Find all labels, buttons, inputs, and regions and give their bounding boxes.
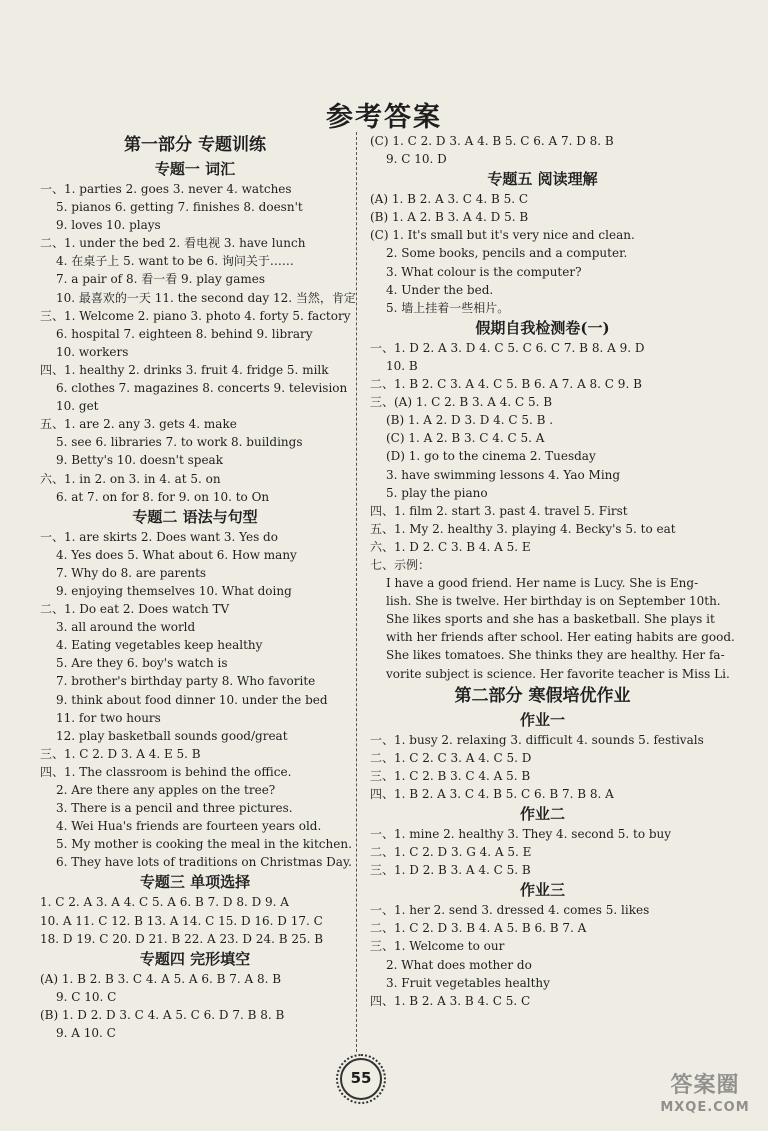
section-heading: 作业三 (519, 881, 565, 900)
answer-line: 一、1. parties 2. goes 3. never 4. watches (40, 182, 292, 196)
answer-line: (C) 1. C 2. D 3. A 4. B 5. C 6. A 7. D 8. B (370, 134, 614, 148)
answer-line: 4. 在桌子上 5. want to be 6. 询问关于…… (56, 254, 294, 269)
answer-line: 5. My mother is cooking the meal in the kitchen. (56, 837, 352, 852)
answer-line: 七、示例： (370, 557, 431, 572)
answer-line: 9. C 10. C (56, 989, 117, 1004)
answer-line: 11. for two hours (56, 710, 161, 725)
answer-line: 4. Wei Hua's friends are fourteen years old. (56, 819, 322, 834)
answer-line: 3. all around the world (56, 620, 196, 635)
answer-line: 5. pianos 6. getting 7. finishes 8. doesn't (56, 200, 303, 215)
answer-line: 三、1. C 2. B 3. C 4. A 5. B (370, 768, 531, 783)
answer-line: 1. C 2. A 3. A 4. C 5. A 6. B 7. D 8. D 9. A (40, 895, 289, 910)
section-heading: 专题二 语法与句型 (132, 507, 258, 526)
answer-line: 12. play basketball sounds good/great (56, 728, 288, 743)
answer-line: 三、1. C 2. D 3. A 4. E 5. B (40, 746, 201, 761)
answer-line: 7. a pair of 8. 看一看 9. play games (56, 272, 266, 287)
answer-line: 四、1. healthy 2. drinks 3. fruit 4. fridge 5. milk (40, 362, 329, 377)
answer-line: 9. A 10. C (56, 1026, 116, 1041)
answer-line: 7. brother's birthday party 8. Who favorite (56, 674, 316, 689)
answer-line: 六、1. in 2. on 3. in 4. at 5. on (40, 471, 221, 486)
part-heading: 第一部分 专题训练 (124, 135, 266, 155)
answer-line: 10. get (56, 399, 99, 414)
answer-line: 四、1. B 2. A 3. C 4. B 5. C 6. B 7. B 8. A (370, 786, 614, 801)
answer-line: 六、1. D 2. C 3. B 4. A 5. E (370, 539, 531, 554)
watermark-line2: MXQE.COM (660, 1100, 750, 1115)
section-heading: 专题四 完形填空 (139, 949, 251, 968)
answer-line: 10. A 11. C 12. B 13. A 14. C 15. D 16. D 17. C (40, 913, 323, 928)
section-heading: 作业一 (519, 710, 565, 729)
answer-line: 二、1. B 2. C 3. A 4. C 5. B 6. A 7. A 8. C 9. B (370, 377, 642, 392)
section-heading: 作业二 (519, 805, 565, 823)
answer-line: (D) 1. go to the cinema 2. Tuesday (386, 449, 596, 464)
answer-line: (B) 1. A 2. D 3. D 4. C 5. B . (386, 413, 554, 428)
answer-line: 9. think about food dinner 10. under the bed (56, 692, 328, 707)
answer-line: 18. D 19. C 20. D 21. B 22. A 23. D 24. B 25. B (40, 931, 324, 946)
answer-line: (B) 1. D 2. D 3. C 4. A 5. C 6. D 7. B 8. B (40, 1007, 285, 1022)
answer-line: 10. workers (56, 344, 129, 359)
answer-line: 一、1. busy 2. relaxing 3. difficult 4. sounds 5. festivals (370, 732, 704, 747)
answer-line: 二、1. under the bed 2. 看电视 3. have lunch (40, 236, 306, 251)
essay-line: vorite subject is science. Her favorite teacher is Miss Li. (386, 666, 730, 681)
answer-line: 10. B (386, 358, 418, 373)
answer-line: 7. Why do 8. are parents (56, 565, 207, 580)
answer-line: 一、1. D 2. A 3. D 4. C 5. C 6. C 7. B 8. A 9. D (370, 340, 645, 355)
answer-line: 6. They have lots of traditions on Christmas Day. (56, 855, 352, 870)
answer-line: 6. clothes 7. magazines 8. concerts 9. television (56, 381, 348, 396)
part-heading: 第二部分 寒假培优作业 (454, 685, 631, 706)
answer-line: 3. have swimming lessons 4. Yao Ming (386, 467, 621, 482)
answer-line: (B) 1. A 2. B 3. A 4. D 5. B (370, 210, 529, 225)
answer-line: 6. at 7. on for 8. for 9. on 10. to On (56, 489, 270, 504)
answer-line: 五、1. are 2. any 3. gets 4. make (40, 417, 237, 432)
answer-line: 9. Betty's 10. doesn't speak (56, 453, 223, 468)
answer-line: 4. Under the bed. (386, 282, 494, 297)
answer-line: 3. There is a pencil and three pictures. (56, 801, 293, 816)
answer-line: 4. Eating vegetables keep healthy (56, 638, 263, 653)
page-number: 55 (340, 1058, 382, 1100)
page-title: 参考答案 (326, 102, 442, 133)
left-column (40, 132, 356, 1042)
answer-line: (A) 1. B 2. A 3. C 4. B 5. C (370, 192, 529, 207)
answer-line: 四、1. B 2. A 3. B 4. C 5. C (370, 993, 531, 1008)
answer-line: 5. Are they 6. boy's watch is (56, 656, 228, 671)
answer-line: 10. 最喜欢的一天 11. the second day 12. 当然，肯定 (56, 290, 356, 305)
answer-line: 2. Are there any apples on the tree? (56, 783, 276, 797)
answer-line: 9. C 10. D (386, 152, 447, 167)
answer-line: 3. Fruit vegetables healthy (386, 975, 550, 990)
answer-line: 三、1. Welcome to our (370, 939, 505, 954)
answer-line: 2. Some books, pencils and a computer. (386, 246, 628, 261)
answer-line: 4. Yes does 5. What about 6. How many (56, 547, 297, 562)
answer-line: 五、1. My 2. healthy 3. playing 4. Becky's 5. to eat (370, 521, 676, 536)
essay-line: lish. She is twelve. Her birthday is on September 10th. (386, 594, 721, 609)
answer-line: 9. loves 10. plays (56, 218, 161, 233)
answer-line: 一、1. mine 2. healthy 3. They 4. second 5. to buy (370, 827, 672, 841)
answer-line: 三、(A) 1. C 2. B 3. A 4. C 5. B (370, 395, 553, 410)
answer-line: (A) 1. B 2. B 3. C 4. A 5. A 6. B 7. A 8. B (40, 971, 282, 986)
answer-line: (C) 1. It's small but it's very nice and clean. (370, 228, 635, 243)
answer-line: 二、1. C 2. D 3. G 4. A 5. E (370, 845, 532, 860)
answer-line: 一、1. her 2. send 3. dressed 4. comes 5. likes (370, 903, 650, 918)
answer-line: 9. enjoying themselves 10. What doing (56, 583, 292, 598)
answer-line: 3. What colour is the computer? (386, 264, 582, 279)
right-column (370, 132, 735, 1010)
answer-line: 5. play the piano (386, 485, 488, 500)
answer-line: 5. 墙上挂着一些相片。 (386, 300, 510, 315)
section-heading: 专题三 单项选择 (139, 873, 251, 892)
answer-line: 6. hospital 7. eighteen 8. behind 9. library (56, 326, 313, 341)
answer-line: 四、1. The classroom is behind the office. (40, 764, 292, 779)
answer-line: 三、1. D 2. B 3. A 4. C 5. B (370, 863, 531, 878)
watermark-logo (650, 1072, 760, 1122)
answer-line: 三、1. Welcome 2. piano 3. photo 4. forty 5. factory (40, 308, 351, 323)
essay-line: She likes tomatoes. She thinks they are healthy. Her fa- (386, 648, 725, 663)
answer-line: 四、1. film 2. start 3. past 4. travel 5. First (370, 503, 628, 518)
answer-line: 二、1. Do eat 2. Does watch TV (40, 602, 230, 617)
answer-line: 一、1. are skirts 2. Does want 3. Yes do (40, 529, 278, 544)
answer-line: 二、1. C 2. D 3. B 4. A 5. B 6. B 7. A (370, 921, 587, 936)
section-heading: 假期自我检测卷(一) (475, 318, 610, 337)
answer-line: 二、1. C 2. C 3. A 4. C 5. D (370, 750, 532, 765)
essay-line: I have a good friend. Her name is Lucy. She is Eng- (386, 576, 699, 591)
answer-line: (C) 1. A 2. B 3. C 4. C 5. A (386, 431, 545, 446)
answer-line: 5. see 6. libraries 7. to work 8. buildings (56, 435, 303, 450)
answer-line: 2. What does mother do (386, 957, 532, 972)
section-heading: 专题五 阅读理解 (487, 170, 598, 189)
section-heading: 专题一 词汇 (154, 160, 236, 178)
column-divider (356, 132, 357, 1052)
essay-line: with her friends after school. Her eating habits are good. (386, 630, 735, 645)
watermark-line1: 答案圈 (670, 1073, 740, 1098)
essay-line: She likes sports and she has a basketball. She plays it (386, 612, 715, 627)
